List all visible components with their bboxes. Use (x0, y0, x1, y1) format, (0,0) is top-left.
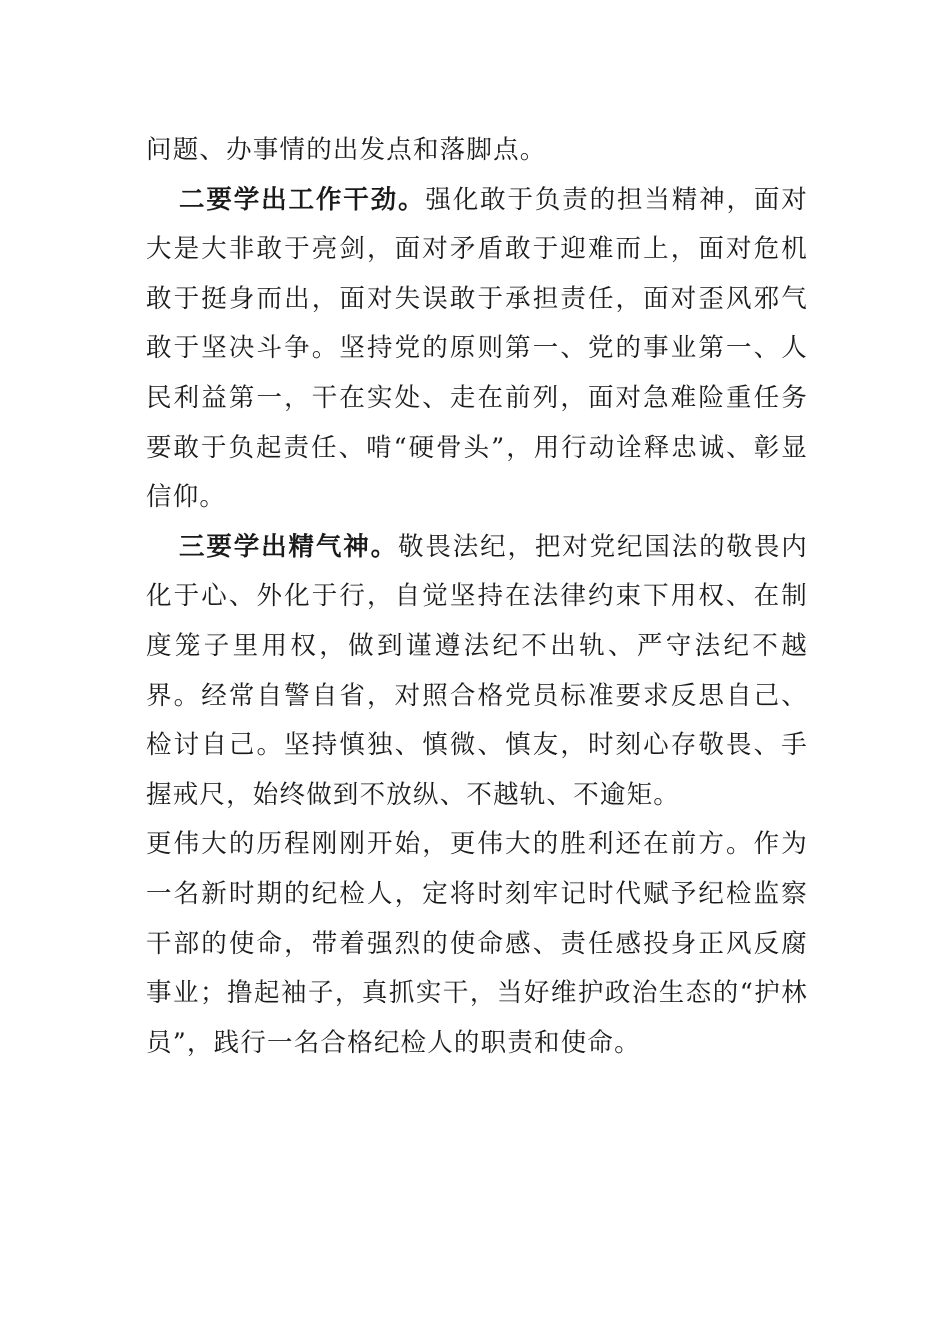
paragraph-text: 强化敢于负责的担当精神，面对大是大非敢于亮剑，面对矛盾敢于迎难而上，面对危机敢于挺身而出，面对失误敢于承担责任，面对歪风邪气敢于坚决斗争。坚持党的原则第一、党的事业第一、人民利益第一，干在实处、走在前列，面对急难险重任务要敢于负起责任、啃“硬骨头”，用行动诠释忠诚、彰显信仰。 (146, 184, 808, 513)
paragraph-text: 敬畏法纪，把对党纪国法的敬畏内化于心、外化于行，自觉坚持在法律约束下用权、在制度笼子里用权，做到谨遵法纪不出轨、严守法纪不越界。经常自警自省，对照合格党员标准要求反思自己、检讨自己。坚持慎独、慎微、慎友，时刻心存敬畏、手握戒尺，始终做到不放纵、不越轨、不逾矩。 (146, 531, 808, 810)
paragraph-lead-heading: 三要学出精气神。 (179, 531, 399, 562)
paragraph-text: 更伟大的历程刚刚开始，更伟大的胜利还在前方。作为一名新时期的纪检人，定将时刻牢记时代赋予纪检监察干部的使命，带着强烈的使命感、责任感投身正风反腐事业；撸起袖子，真抓实干，当好维护政治生态的“护林员”，践行一名合格纪检人的职责和使命。 (146, 829, 808, 1058)
paragraph-conclusion (146, 820, 808, 1068)
paragraph-spirit (146, 523, 808, 821)
paragraph-continuation (146, 126, 808, 176)
paragraph-work-drive (146, 176, 808, 523)
paragraph-text: 问题、办事情的出发点和落脚点。 (146, 135, 547, 165)
paragraph-lead-heading: 二要学出工作干劲。 (179, 184, 426, 215)
document-body (146, 126, 808, 1068)
